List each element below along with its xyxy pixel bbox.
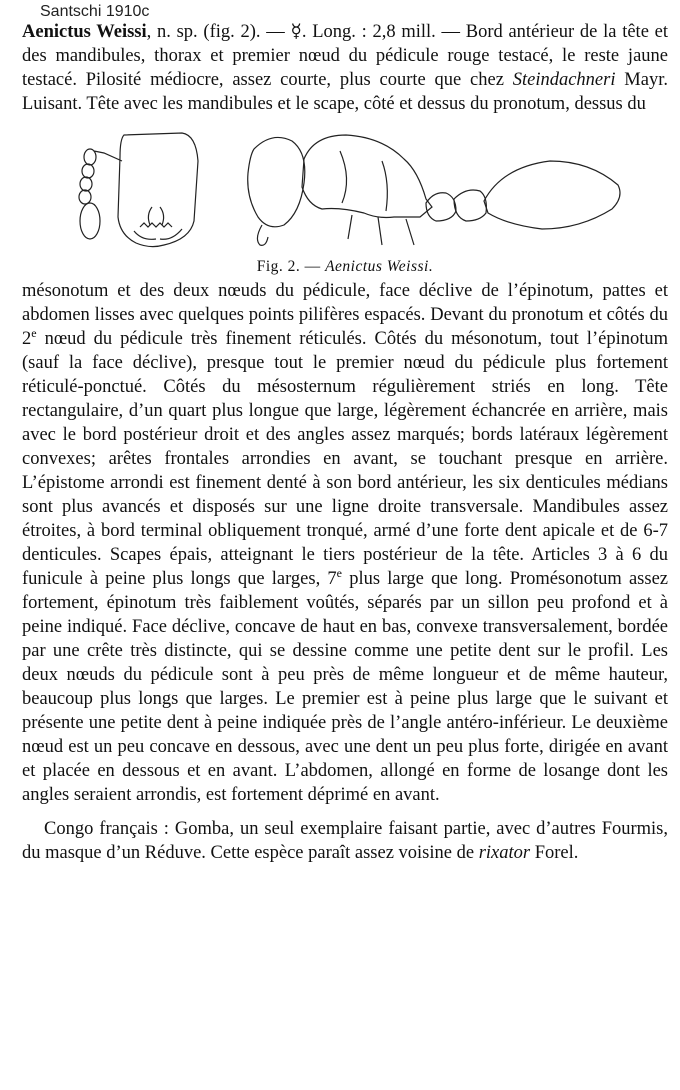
ant-illustration xyxy=(22,121,668,255)
thorax-suture xyxy=(340,151,347,203)
ant-head-drawing xyxy=(79,133,198,247)
petiole-node-2 xyxy=(454,190,486,221)
species-heading: Aenictus Weissi xyxy=(22,22,147,42)
description-text-2: nœud du pédicule très finement réticulés. Côtés du mésonotum, tout l’épinotum (sauf la face déclive), presque tout le premier nœud du pédicule plus fortement réticulé-ponctué. Côtés du mésosternum régulièrement striés en long. Tête rectangulaire, d’un quart plus longue que large, légèrement échancrée en arrière, mais avec le bord postérieur droit et des angles assez marqués; bords latéraux légèrement convexes; arêtes frontales arrondies en avant, se touchant presque en arrière. L’épistome arrondi est finement denté à son bord antérieur, les six denticules médians sont plus avancés et disposés sur une ligne droite transversale. Mandibules assez étroites, à bord terminal obliquement tronqué, armé d’une forte dent apicale et de 6-7 denticules. Scapes épais, atteignant le tiers postérieur de la tête. Articles 3 à 6 du funicule à peine plus longs que larges, 7 xyxy=(22,329,668,589)
figure-caption xyxy=(22,255,668,279)
thorax-outline xyxy=(302,135,432,218)
mandible-left xyxy=(134,231,156,239)
description-text-1: mésonotum et des deux nœuds du pédicule, face déclive de l’épinotum, pattes et abdomen lisses avec quelques points pilifères espacés. Devant du pronotum et côtés du 2 xyxy=(22,281,668,349)
antenna-scape xyxy=(94,151,122,161)
ordinal-superscript: e xyxy=(336,565,342,580)
funicle-segment xyxy=(80,177,92,191)
caption-label: Fig. 2. — xyxy=(256,258,326,275)
figure-2 xyxy=(22,121,668,255)
intro-text: , n. sp. (fig. 2). — ☿. Long. : 2,8 mill. — Bord antérieur de la tête et des mandibules, thorax et premier nœud du pédicule rouge testacé, le reste jaune testacé. Pilosité médiocre, assez courte, plus courte que chez xyxy=(22,22,668,90)
mandible-right xyxy=(160,229,182,239)
head-capsule-outline xyxy=(118,133,198,247)
article-page xyxy=(22,20,668,865)
ant-body-profile-drawing xyxy=(248,135,620,245)
frontal-carina xyxy=(148,207,163,225)
intro-paragraph xyxy=(22,20,668,116)
thorax-suture xyxy=(382,161,387,211)
funicle-club xyxy=(80,203,100,239)
funicle-segment xyxy=(79,190,91,204)
funicle-segment xyxy=(84,149,96,165)
compared-species: Steindachneri xyxy=(512,70,616,90)
funicle-segment xyxy=(82,164,94,178)
locality-paragraph xyxy=(22,817,668,865)
caption-species: Aenictus Weissi. xyxy=(325,258,434,275)
body-mandible xyxy=(257,225,268,245)
related-species: rixator xyxy=(478,843,531,863)
ordinal-superscript: e xyxy=(31,325,37,340)
description-paragraph xyxy=(22,279,668,807)
body-head-outline xyxy=(248,137,305,226)
petiole-node-1 xyxy=(426,193,456,221)
body-legs xyxy=(348,215,414,245)
description-text-3: plus large que long. Promésonotum assez fortement, épinotum très faiblement voûtés, séparés par un sillon peu profond et à peine indiqué. Face déclive, concave de haut en bas, convexe transversalement, bordée par une crête très distincte, qui se dessine comme une petite dent sur le profil. Les deux nœuds du pédicule sont à peu près de même longueur et de même hauteur, beaucoup plus longs que larges. Le premier est à peine plus large que le suivant et présente une petite dent à peine indiquée près de l’angle antéro-inférieur. Le deuxième nœud est un peu concave en dessous, avec une dent un peu plus forte, dirigée en avant et placée en dessous et en avant. L’abdomen, allongé en forme de losange dont les angles seraient arrondis, est fortement déprimé en avant. xyxy=(22,569,668,805)
clypeus-teeth xyxy=(140,223,172,227)
locality-text: Congo français : Gomba, un seul exemplaire faisant partie, avec d’autres Fourmis, du masque d’un Réduve. Cette espèce paraît assez voisine de xyxy=(22,819,668,863)
locality-text-end: Forel. xyxy=(530,843,579,863)
reference-label: Santschi 1910c xyxy=(40,3,150,20)
gaster-outline xyxy=(484,161,620,229)
intro-text-end: Mayr. Luisant. Tête avec les mandibules et le scape, côté et dessus du pronotum, dessus du xyxy=(22,70,668,114)
